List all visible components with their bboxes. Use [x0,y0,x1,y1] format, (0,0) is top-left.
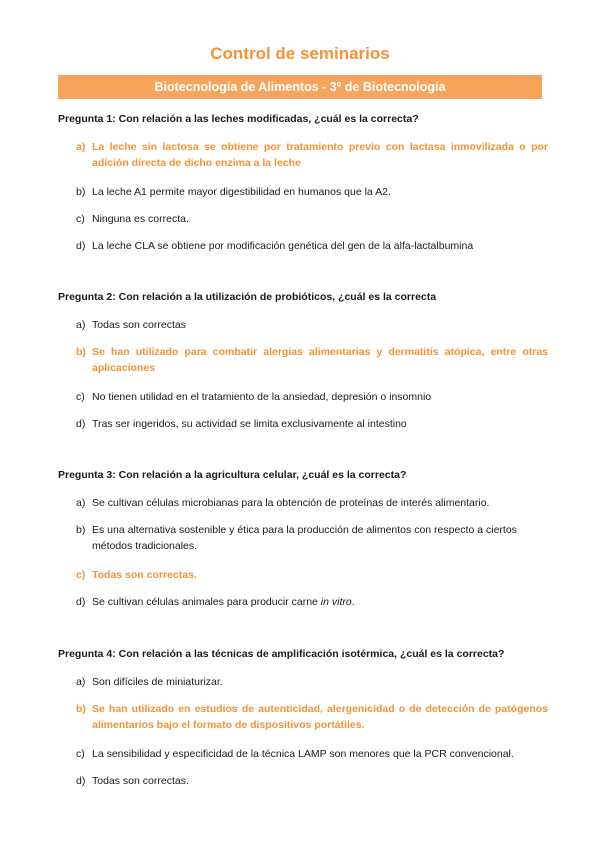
option-c: c) La sensibilidad y especificidad de la técnica LAMP son menores que la PCR convencional. [76,748,514,760]
in-vitro-text: in vitro [320,596,352,608]
option-b: b) Es una alternativa sostenible y ética para la producción de alimentos con respecto a ciertos métodos tradicionales. [76,524,517,552]
question-header: Pregunta 3: Con relación a la agricultura celular, ¿cuál es la correcta? [58,469,407,481]
option-b: b) Se han utilizado para combatir alergias alimentarias y dermatitis atópica, entre otras aplicaciones [76,346,548,374]
question-4 [58,648,548,789]
question-header: Pregunta 4: Con relación a las técnicas de amplificación isotérmica, ¿cuál es la correcta? [58,648,505,660]
question-2 [58,291,548,432]
option-d: d) Tras ser ingeridos, su actividad se limita exclusivamente al intestino [76,418,407,430]
course-banner: Biotecnología de Alimentos - 3º de Biotecnología [58,75,542,99]
question-header: Pregunta 2: Con relación a la utilización de probióticos, ¿cuál es la correcta [58,291,437,303]
option-d: d) La leche CLA se obtiene por modificación genética del gen de la alfa-lactalbumina [76,240,474,252]
option-b: b) La leche A1 permite mayor digestibilidad en humanos que la A2. [76,186,391,198]
option-a: a) Todas son correctas [76,319,186,331]
option-c: c) Todas son correctas. [76,569,197,581]
page-title: Control de seminarios [210,44,390,63]
option-c: c) No tienen utilidad en el tratamiento de la ansiedad, depresión o insomnio [76,391,432,403]
option-d: d) Se cultivan células animales para producir carne in vitro. [76,596,355,608]
question-3 [58,469,548,610]
question-header: Pregunta 1: Con relación a las leches modificadas, ¿cuál es la correcta? [58,113,419,125]
option-c: c) Ninguna es correcta. [76,213,189,225]
option-b: b) Se han utilizado en estudios de autenticidad, alergenicidad o de detección de patógenos alimentarios bajo el formato de dispositivos portátiles. [76,703,548,731]
option-a: a) Son difíciles de miniaturizar. [76,676,223,688]
option-d: d) Todas son correctas. [76,775,189,787]
option-a: a) Se cultivan células microbianas para la obtención de proteínas de interés alimentario. [76,497,490,509]
question-1 [58,113,548,254]
option-a: a) La leche sin lactosa se obtiene por tratamiento previo con lactasa inmovilizada o por adición directa de dicho enzima a la leche [76,141,548,169]
